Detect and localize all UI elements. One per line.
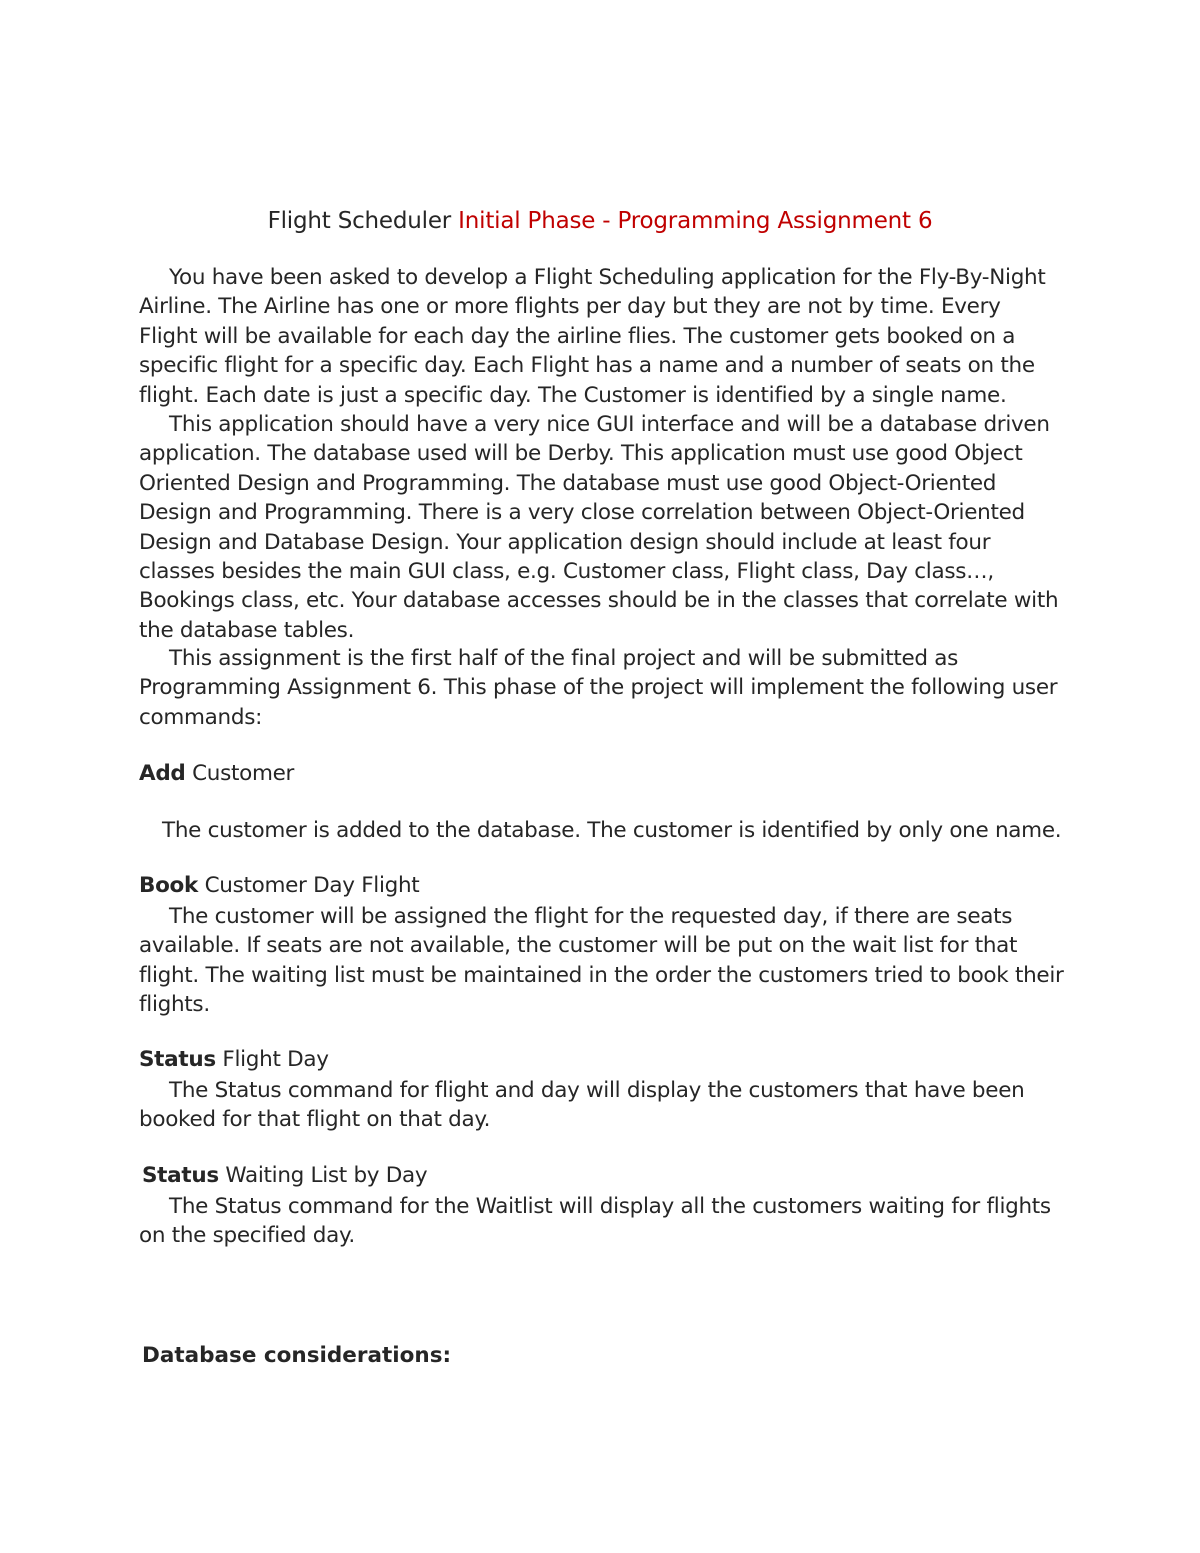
text-line: on the specified day. — [139, 1223, 355, 1249]
title-phase: Initial Phase - Programming Assignment 6 — [458, 208, 933, 234]
text-line: Bookings class, etc. Your database accesses should be in the classes that correlate with — [139, 588, 1059, 614]
command-args: Customer — [185, 761, 295, 786]
title-main: Flight Scheduler — [267, 208, 452, 234]
command-heading-book — [139, 871, 419, 901]
text-line: Flight will be available for each day the airline flies. The customer gets booked on a — [139, 323, 1016, 349]
command-heading-status-waitlist — [142, 1161, 427, 1191]
command-heading-add — [139, 759, 294, 789]
command-keyword: Add — [139, 761, 186, 786]
document-title — [0, 204, 1200, 238]
text-line: booked for that flight on that day. — [139, 1107, 491, 1133]
text-line: The Status command for flight and day will display the customers that have been — [169, 1078, 1025, 1103]
command-description-status-flight — [139, 1076, 1069, 1135]
text-line: This assignment is the first half of the final project and will be submitted as — [169, 646, 959, 671]
text-line: classes besides the main GUI class, e.g. Customer class, Flight class, Day class…, — [139, 559, 994, 585]
command-args: Flight Day — [215, 1047, 329, 1072]
text-line: Programming Assignment 6. This phase of the project will implement the following user — [139, 675, 1058, 701]
text-line: This application should have a very nice GUI interface and will be a database driven — [169, 412, 1050, 437]
command-args: Waiting List by Day — [218, 1163, 428, 1188]
text-line: flight. Each date is just a specific day. The Customer is identified by a single name. — [139, 382, 1007, 408]
command-heading-status-flight — [139, 1045, 329, 1075]
text-line: Design and Programming. There is a very close correlation between Object-Oriented — [139, 500, 1025, 526]
command-keyword: Status — [139, 1047, 216, 1072]
text-line: The customer is added to the database. The customer is identified by only one name. — [162, 818, 1062, 843]
intro-paragraph — [139, 263, 1069, 410]
text-line: specific flight for a specific day. Each Flight has a name and a number of seats on the — [139, 353, 1035, 379]
command-description-book — [139, 902, 1069, 1020]
text-line: The customer will be assigned the flight for the requested day, if there are seats — [169, 904, 1013, 929]
command-args: Customer Day Flight — [198, 873, 420, 898]
text-line: flights. — [139, 992, 210, 1018]
command-description-add — [162, 816, 1092, 845]
assignment-paragraph — [139, 644, 1069, 732]
text-line: Airline. The Airline has one or more flights per day but they are not by time. Every — [139, 294, 1001, 320]
text-line: The Status command for the Waitlist will display all the customers waiting for flights — [169, 1194, 1051, 1219]
command-description-status-waitlist — [139, 1192, 1069, 1251]
text-line: You have been asked to develop a Flight Scheduling application for the Fly-By-Night — [169, 265, 1046, 290]
text-line: the database tables. — [139, 617, 355, 643]
command-keyword: Book — [139, 873, 199, 898]
text-line: available. If seats are not available, the customer will be put on the wait list for that — [139, 933, 1018, 959]
text-line: flight. The waiting list must be maintained in the order the customers tried to book their — [139, 962, 1064, 988]
command-keyword: Status — [142, 1163, 219, 1188]
database-considerations-heading: Database considerations: — [142, 1343, 452, 1368]
text-line: application. The database used will be Derby. This application must use good Object — [139, 441, 1023, 467]
text-line: Design and Database Design. Your application design should include at least four — [139, 529, 991, 555]
text-line: Oriented Design and Programming. The database must use good Object-Oriented — [139, 470, 997, 496]
gui-paragraph — [139, 410, 1069, 645]
text-line: commands: — [139, 704, 263, 730]
